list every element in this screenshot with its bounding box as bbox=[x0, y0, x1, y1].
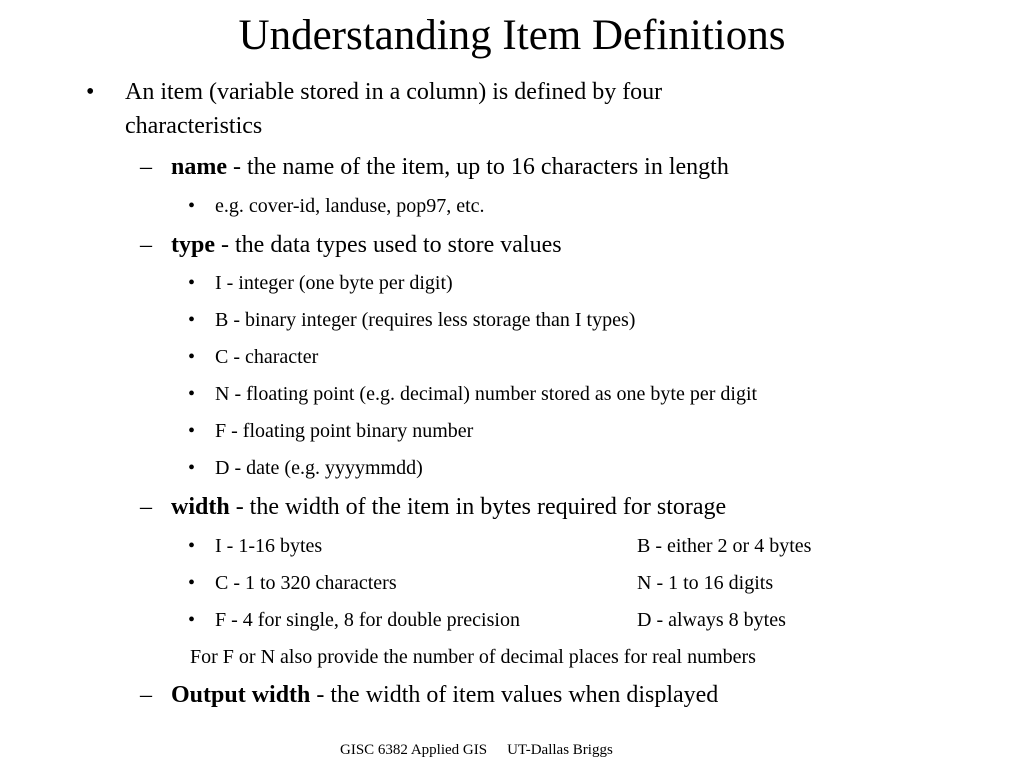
type-binary-integer: B - binary integer (requires less storage than I types) bbox=[215, 309, 636, 331]
type-date: D - date (e.g. yyyymmdd) bbox=[215, 457, 423, 479]
width-row-right: N - 1 to 16 digits bbox=[637, 572, 774, 594]
name-term: name bbox=[171, 154, 227, 180]
sub-bullet-marker: • bbox=[188, 609, 196, 631]
sub-bullet-marker: • bbox=[188, 346, 196, 368]
output-width-definition bbox=[171, 678, 718, 712]
type-text: - the data types used to store values bbox=[215, 232, 562, 258]
width-text: - the width of the item in bytes required for storage bbox=[229, 494, 727, 520]
width-term: width bbox=[171, 494, 230, 520]
width-row-left: F - 4 for single, 8 for double precision bbox=[215, 609, 520, 631]
width-row-right: B - either 2 or 4 bytes bbox=[637, 535, 812, 557]
sub-bullet-marker: • bbox=[188, 420, 196, 442]
bullet-intro-line2: characteristics bbox=[125, 113, 263, 139]
sub-bullet-marker: • bbox=[188, 383, 196, 405]
type-character: C - character bbox=[215, 346, 319, 368]
slide-title: Understanding Item Definitions bbox=[238, 12, 786, 59]
type-term: type bbox=[171, 232, 215, 258]
bullet-intro-line1: An item (variable stored in a column) is defined by four bbox=[125, 79, 663, 105]
type-floating-point: N - floating point (e.g. decimal) number stored as one byte per digit bbox=[215, 383, 758, 405]
sub-bullet-marker: • bbox=[188, 572, 196, 594]
width-row-left: C - 1 to 320 characters bbox=[215, 572, 397, 594]
sub-bullet-marker: • bbox=[188, 195, 196, 217]
type-float-binary: F - floating point binary number bbox=[215, 420, 474, 442]
slide-footer bbox=[340, 740, 613, 760]
sub-bullet-marker: • bbox=[188, 535, 196, 557]
width-row-left: I - 1-16 bytes bbox=[215, 535, 323, 557]
type-definition bbox=[171, 228, 562, 262]
sub-bullet-marker: • bbox=[188, 309, 196, 331]
dash-marker: – bbox=[140, 232, 152, 258]
width-definition bbox=[171, 490, 726, 524]
footer-author: UT-Dallas Briggs bbox=[507, 742, 613, 758]
output-width-text: - the width of item values when displayed bbox=[310, 682, 719, 708]
footer-course: GISC 6382 Applied GIS bbox=[340, 742, 488, 758]
dash-marker: – bbox=[140, 682, 152, 708]
sub-bullet-marker: • bbox=[188, 457, 196, 479]
dash-marker: – bbox=[140, 154, 152, 180]
width-row-right: D - always 8 bytes bbox=[637, 609, 786, 631]
type-integer: I - integer (one byte per digit) bbox=[215, 272, 453, 294]
sub-bullet-marker: • bbox=[188, 272, 196, 294]
name-definition bbox=[171, 150, 729, 184]
dash-marker: – bbox=[140, 494, 152, 520]
bullet-marker: • bbox=[86, 79, 95, 105]
name-example: e.g. cover-id, landuse, pop97, etc. bbox=[215, 195, 485, 217]
width-note: For F or N also provide the number of decimal places for real numbers bbox=[190, 646, 756, 668]
name-text: - the name of the item, up to 16 characters in length bbox=[227, 154, 729, 180]
output-width-term: Output width bbox=[171, 682, 311, 708]
